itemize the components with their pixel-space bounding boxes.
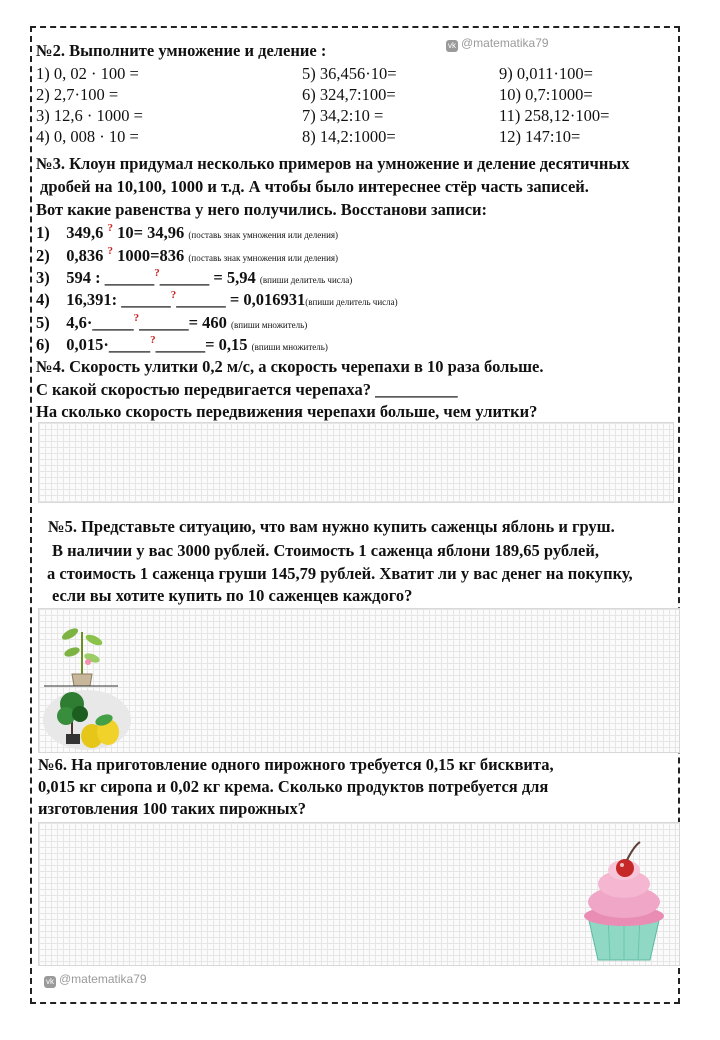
hint: (впиши делитель числа) [305,297,398,307]
task5-line-3: а стоимость 1 саженца груши 145,79 рублей. Хватит ли у вас денег на покупку, [47,564,633,583]
task3-line-1: №3. Клоун придумал несколько примеров на умножение и деление десятичных [36,154,630,173]
task3-line-2: дробей на 10,100, 1000 и т.д. А чтобы было интереснее стёр часть записей. [40,177,589,196]
task2-column-2 [302,64,397,148]
missing-sign-mark: ? [107,222,113,234]
hint: (впиши множитель) [251,342,328,352]
task4-line-1: №4. Скорость улитки 0,2 м/с, а скорость черепахи в 10 раза больше. [36,357,544,376]
task6-line-3: изготовления 100 таких пирожных? [38,799,307,818]
task2-column-1 [36,64,143,148]
task3-item: 3) 594 : ______?______ = 5,94 (впиши делитель числа) [36,267,353,287]
task2-item: 5) 36,456·10= [302,64,397,83]
task5-line-2: В наличии у вас 3000 рублей. Стоимость 1 саженца яблони 189,65 рублей, [52,541,599,560]
task3-item: 1) 349,6 ? 10= 34,96 (поставь знак умножения или деления) [36,222,339,242]
watermark-bottom: vk @matematika79 [46,972,147,986]
task3-line-3: Вот какие равенства у него получились. Восстанови записи: [36,200,488,219]
task2-item: 8) 14,2:1000= [302,127,396,146]
task2-item: 7) 34,2:10 = [302,106,384,125]
task6-line-2: 0,015 кг сиропа и 0,02 кг крема. Сколько продуктов потребуется для [38,777,549,796]
missing-value-mark: ? [150,334,156,346]
hint: (поставь знак умножения или деления) [188,230,339,240]
hint: (впиши множитель) [231,320,308,330]
hint: (впиши делитель числа) [259,275,353,285]
hint: (поставь знак умножения или деления) [188,253,339,263]
task3-item: 2) 0,836 ? 1000=836 (поставь знак умножения или деления) [36,245,339,265]
missing-value-mark: ? [154,267,160,279]
task6-line-1: №6. На приготовление одного пирожного требуется 0,15 кг бисквита, [38,755,554,774]
watermark-top: vk @matematika79 [448,36,549,50]
answer-grid-task4[interactable] [38,422,674,503]
task2-item: 2) 2,7·100 = [36,85,119,104]
pear-tree-icon [43,690,131,750]
task2-item: 11) 258,12·100= [499,106,610,125]
seedlings-illustration-icon [42,612,132,752]
task2-item: 6) 324,7:100= [302,85,396,104]
missing-value-mark: ? [133,312,140,324]
task2-item: 4) 0, 008 · 10 = [36,127,139,146]
sapling-icon [60,626,104,686]
task2-item: 10) 0,7:1000= [499,85,593,104]
answer-grid-task5[interactable] [38,608,680,753]
task2-column-3 [499,64,609,148]
task2-item: 9) 0,011·100= [499,64,593,83]
vk-icon: vk [46,977,54,986]
cupcake-icon [578,838,670,964]
task5-line-4: если вы хотите купить по 10 саженцев каждого? [52,586,413,605]
task4-line-2: С какой скоростью передвигается черепаха? __________ [36,380,458,399]
missing-sign-mark: ? [107,245,113,257]
task2-item: 12) 147:10= [499,127,581,146]
task4-line-3: На сколько скорость передвижения черепахи больше, чем улитки? [36,402,538,421]
task3-item: 4) 16,391: ______?______ = 0,016931(впиши делитель числа) [36,289,398,309]
vk-icon: vk [448,41,456,50]
task2-item: 1) 0, 02 · 100 = [36,64,139,83]
task3-item: 5) 4,6·_____?______= 460 (впиши множитель) [36,312,308,332]
task5-line-1: №5. Представьте ситуацию, что вам нужно купить саженцы яблонь и груш. [48,517,615,536]
task3-item: 6) 0,015·_____?______= 0,15 (впиши множитель) [36,334,328,354]
task2-title: №2. Выполните умножение и деление : [36,41,327,60]
missing-value-mark: ? [170,289,177,301]
task2-item: 3) 12,6 · 1000 = [36,106,143,125]
